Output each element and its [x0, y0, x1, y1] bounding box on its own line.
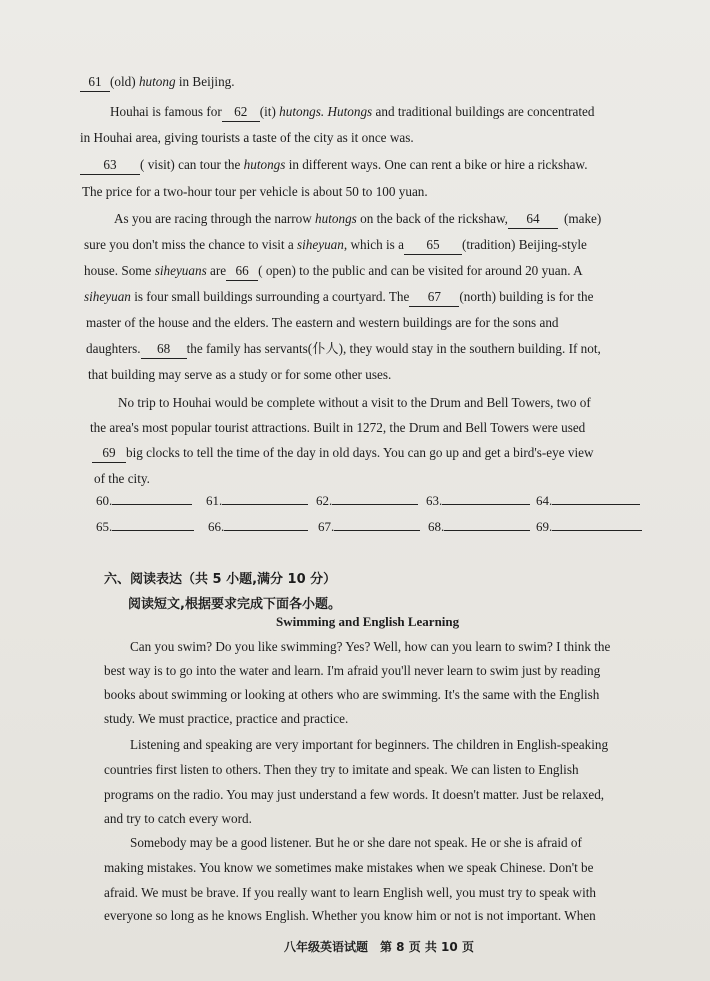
- answer-line-61[interactable]: 61.: [206, 492, 308, 509]
- passage-line-10: master of the house and the elders. The eastern and western buildings are for the sons and: [86, 315, 559, 330]
- reading-title: Swimming and English Learning: [276, 614, 460, 629]
- reading-p3-line-4: everyone so long as he knows English. Whether you know him or not is not important. When: [104, 908, 596, 923]
- reading-p3-line-1: Somebody may be a good listener. But he or she dare not speak. He or she is afraid of: [130, 835, 582, 850]
- passage-line-12: that building may serve as a study or for some other uses.: [88, 367, 392, 382]
- answer-line-64[interactable]: 64.: [536, 492, 640, 509]
- blank-65: 65: [404, 236, 462, 255]
- answer-line-66[interactable]: 66.: [208, 518, 308, 535]
- passage-line-14: the area's most popular tourist attractions. Built in 1272, the Drum and Bell Towers were used: [90, 420, 586, 435]
- passage-line-4: 63 ( visit) can tour the hutongs in different ways. One can rent a bike or hire a rickshaw.: [80, 156, 710, 175]
- passage-line-6: As you are racing through the narrow hutongs on the back of the rickshaw, 64 (make): [114, 210, 710, 229]
- answer-line-68[interactable]: 68.: [428, 518, 530, 535]
- passage-line-5: The price for a two-hour tour per vehicle is about 50 to 100 yuan.: [82, 184, 428, 199]
- page-footer: 八年级英语试题 第 8 页 共 10 页: [284, 940, 474, 954]
- reading-p1-line-1: Can you swim? Do you like swimming? Yes? Well, how can you learn to swim? I think the: [130, 639, 611, 654]
- blank-66: 66: [226, 262, 258, 281]
- blank-64: 64: [508, 210, 558, 229]
- passage-line-1: 61 (old) hutong in Beijing.: [80, 73, 710, 92]
- passage-line-13: No trip to Houhai would be complete without a visit to the Drum and Bell Towers, two of: [118, 395, 591, 410]
- blank-62: 62: [222, 103, 260, 122]
- blank-61: 61: [80, 73, 110, 92]
- passage-line-9: siheyuan is four small buildings surrounding a courtyard. The 67 (north) building is for the: [84, 288, 710, 307]
- answer-row-2: [0, 518, 710, 538]
- section-instruction: 阅读短文,根据要求完成下面各小题。: [128, 597, 341, 612]
- blank-68: 68: [141, 340, 187, 359]
- passage-line-16: of the city.: [94, 471, 150, 486]
- reading-p3-line-3: afraid. We must be brave. If you really want to learn English well, you must try to speak with: [104, 885, 597, 900]
- reading-p2-line-3: programs on the radio. You may just understand a few words. It doesn't matter. Just be relaxed,: [104, 787, 605, 802]
- passage-line-2: Houhai is famous for 62 (it) hutongs. Hutongs and traditional buildings are concentrated: [110, 103, 710, 122]
- answer-line-60[interactable]: 60.: [96, 492, 192, 509]
- answer-line-69[interactable]: 69.: [536, 518, 642, 535]
- passage-line-7: sure you don't miss the chance to visit a siheyuan, which is a 65 (tradition) Beijing-style: [84, 236, 710, 255]
- answer-line-63[interactable]: 63.: [426, 492, 530, 509]
- answer-line-62[interactable]: 62.: [316, 492, 418, 509]
- reading-p2-line-1: Listening and speaking are very important for beginners. The children in English-speaking: [130, 737, 609, 752]
- blank-67: 67: [409, 288, 459, 307]
- passage-line-8: house. Some siheyuans are 66 ( open) to the public and can be visited for around 20 yuan. A: [84, 262, 710, 281]
- answer-line-67[interactable]: 67.: [318, 518, 420, 535]
- blank-63: 63: [80, 156, 140, 175]
- reading-p1-line-2: best way is to go into the water and learn. I'm afraid you'll never learn to swim just by reading: [104, 663, 601, 678]
- passage-line-3: in Houhai area, giving tourists a taste of the city as it once was.: [80, 130, 414, 145]
- passage-line-11: daughters. 68 the family has servants(仆人), they would stay in the southern building. If not,: [86, 340, 710, 359]
- reading-p2-line-4: and try to catch every word.: [104, 811, 252, 826]
- answer-row-1: [0, 492, 710, 512]
- reading-p3-line-2: making mistakes. You know we sometimes make mistakes when we speak Chinese. Don't be: [104, 860, 594, 875]
- answer-line-65[interactable]: 65.: [96, 518, 194, 535]
- section-heading: 六、阅读表达（共 5 小题,满分 10 分）: [104, 572, 337, 587]
- reading-p1-line-3: books about swimming or looking at others who are swimming. It's the same with the English: [104, 687, 600, 702]
- blank-69: 69: [92, 444, 126, 463]
- reading-p2-line-2: countries first listen to others. Then they try to imitate and speak. We can listen to English: [104, 762, 579, 777]
- reading-p1-line-4: study. We must practice, practice and practice.: [104, 711, 349, 726]
- passage-line-15: 69 big clocks to tell the time of the day in old days. You can go up and get a bird's-eye view: [92, 444, 710, 463]
